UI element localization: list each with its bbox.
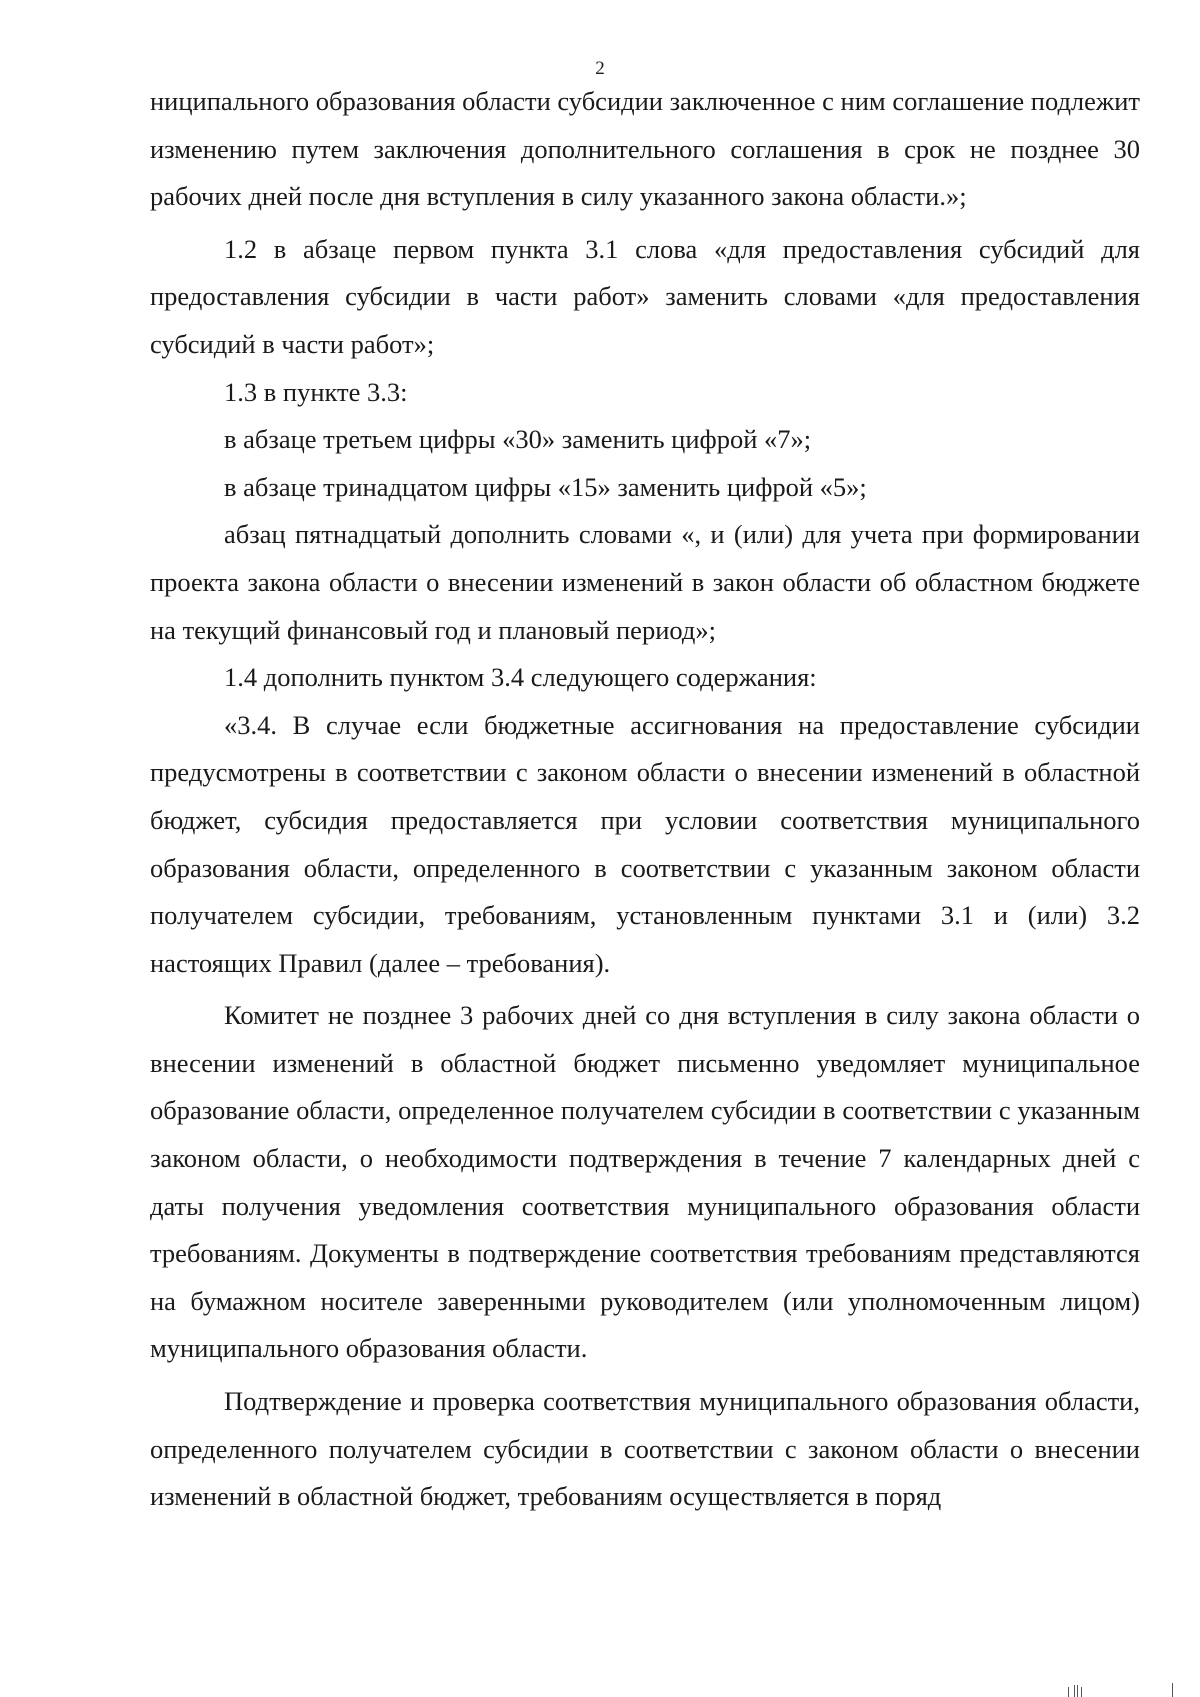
paragraph-committee-notice: Комитет не позднее 3 рабочих дней со дня вступления в силу закона области о внесении изменений в областной бюджет письменно уведомляет муниципальное образование области, определенное получателем субсидии в соответствии с указанным законом области, о необходимости подтверждения в течение 7 календарных дней с даты получения уведомления соответствия муниципального образования области требованиям. Документы в подтверждение соответствия требованиям представляются на бумажном носителе заверенными руководителем (или уполномоченным лицом) муниципального образования области. xyxy=(150,1000,1140,1364)
document-body xyxy=(150,78,1140,1521)
paragraph-confirmation: Подтверждение и проверка соответствия муниципального образования области, определенного получателем субсидии в соответствии с законом области о внесении изменений в областной бюджет, требованиям осуществляется в поряд xyxy=(150,1386,1140,1512)
paragraph-thirteenth-abzac: в абзаце тринадцатом цифры «15» заменить цифрой «5»; xyxy=(224,471,867,502)
paragraph-third-abzac: в абзаце третьем цифры «30» заменить цифрой «7»; xyxy=(224,424,812,455)
page-number: 2 xyxy=(595,58,605,79)
scan-edge-marks xyxy=(1060,1680,1190,1697)
paragraph-item-1-2: 1.2 в абзаце первом пункта 3.1 слова «для предоставления субсидий для предоставления субсидии в части работ» заменить словами «для предоставления субсидий в части работ»; xyxy=(150,233,1140,359)
paragraph-point-3-4: «3.4. В случае если бюджетные ассигнования на предоставление субсидии предусмотрены в соответствии с законом области о внесении изменений в областной бюджет, субсидия предоставляется при условии соответствия муниципального образования области, определенного в соответствии с указанным законом области получателем субсидии, требованиям, установленным пунктами 3.1 и (или) 3.2 настоящих Правил (далее – требования). xyxy=(150,709,1140,978)
paragraph-item-1-4: 1.4 дополнить пунктом 3.4 следующего содержания: xyxy=(224,662,817,693)
paragraph-fifteenth-abzac: абзац пятнадцатый дополнить словами «, и (или) для учета при формировании проекта закона области о внесении изменений в закон области об областном бюджете на текущий финансовый год и плановый период»; xyxy=(150,519,1140,645)
paragraph-continuation: ниципального образования области субсидии заключенное с ним соглашение подлежит изменению путем заключения дополнительного соглашения в срок не позднее 30 рабочих дней после дня вступления в силу указанного закона области.»; xyxy=(150,86,1140,212)
paragraph-item-1-3: 1.3 в пункте 3.3: xyxy=(224,376,408,407)
